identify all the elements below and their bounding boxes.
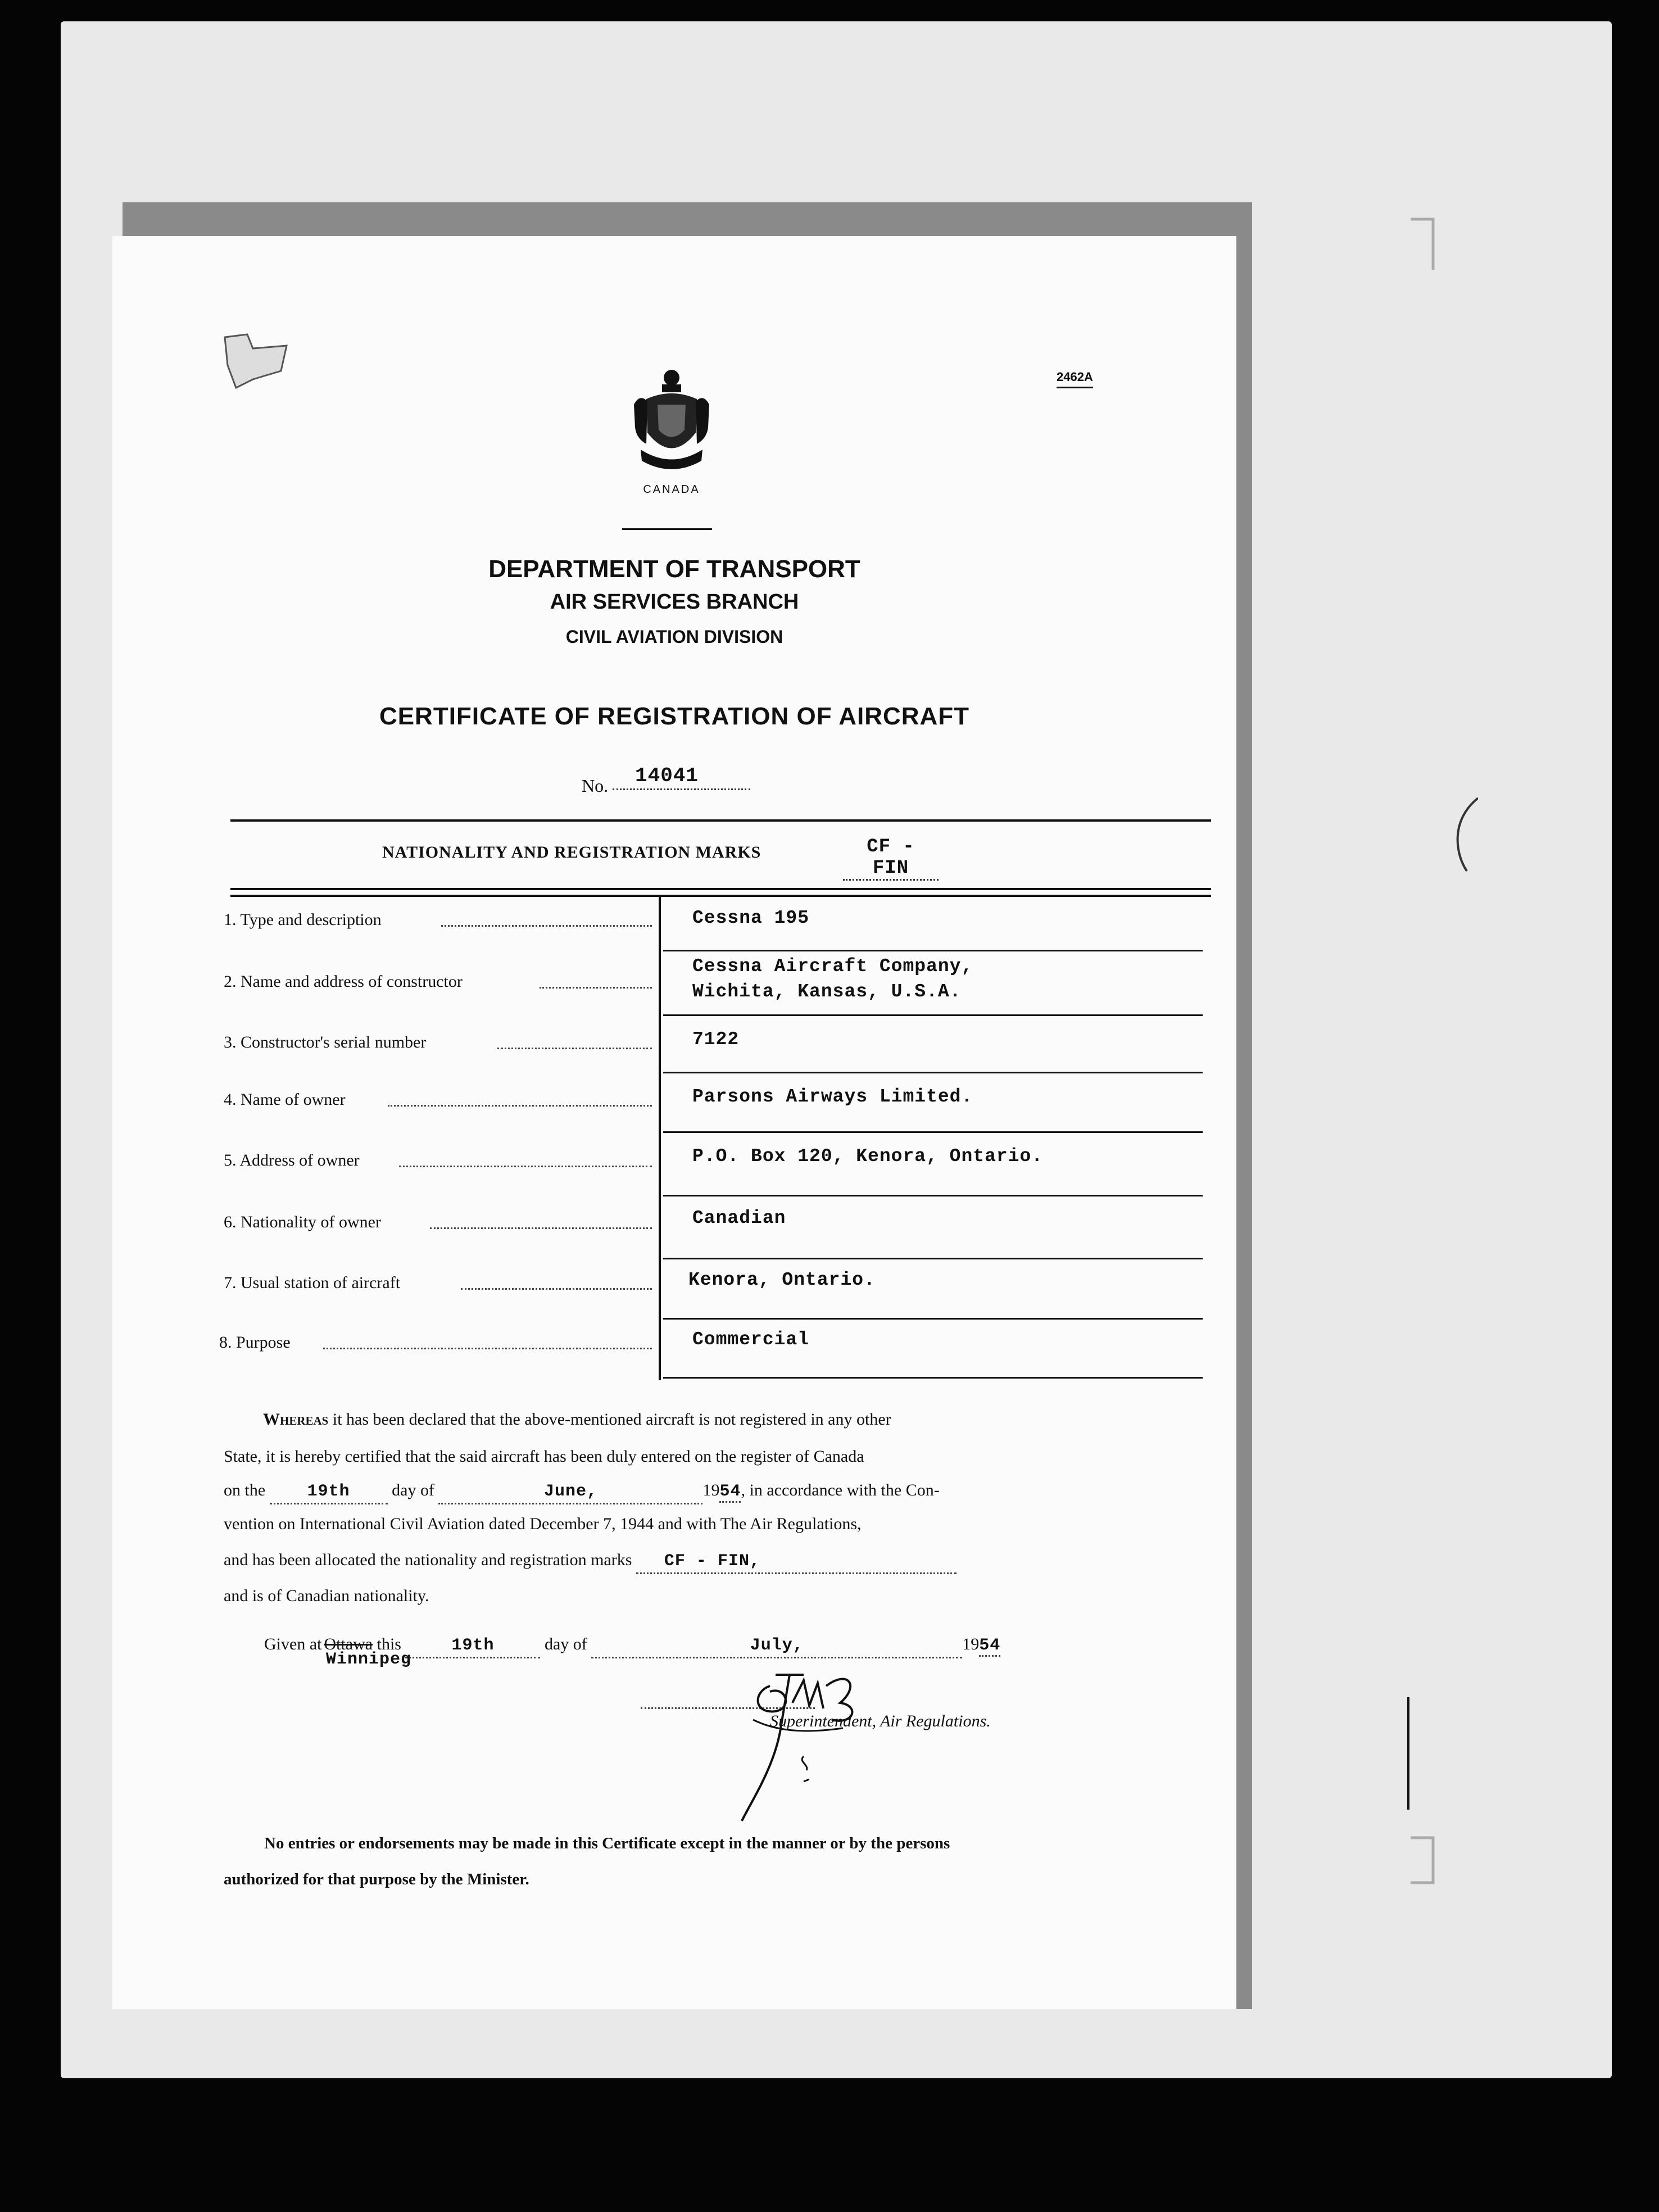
row-constructor-value-line2: Wichita, Kansas, U.S.A.	[692, 981, 962, 1002]
table-column-divider	[659, 897, 661, 1380]
certificate-title: CERTIFICATE OF REGISTRATION OF AIRCRAFT	[379, 702, 970, 730]
certificate-no-label: No.	[582, 776, 609, 796]
certification-line-6: and is of Canadian nationality.	[224, 1587, 429, 1605]
row-station-leader	[461, 1288, 652, 1290]
row-type-leader	[441, 925, 652, 927]
row-nationality-value: Canadian	[692, 1208, 786, 1229]
row-type-label: 1. Type and description	[224, 910, 382, 929]
given-day-of-text: day of	[544, 1635, 587, 1653]
this-text: this	[377, 1635, 401, 1653]
given-month: July,	[591, 1634, 962, 1658]
row-separator	[663, 1014, 1203, 1016]
accordance-text: , in accordance with the Con-	[741, 1481, 940, 1499]
branch-title: AIR SERVICES BRANCH	[550, 590, 799, 614]
rule-table-top-1	[230, 888, 1211, 890]
row-owner-address-leader	[399, 1166, 652, 1167]
right-margin-marks	[1399, 214, 1478, 1900]
header-divider	[622, 528, 712, 530]
form-number: 2462A	[1057, 370, 1093, 388]
allocated-marks: CF - FIN,	[636, 1550, 957, 1574]
row-constructor-label: 2. Name and address of constructor	[224, 972, 463, 991]
rule-top	[230, 819, 1211, 822]
row-constructor-value: Cessna Aircraft Company,	[692, 956, 973, 977]
given-year: 54	[979, 1636, 1000, 1657]
certification-line-1	[224, 1408, 1203, 1431]
row-station-value: Kenora, Ontario.	[688, 1270, 876, 1290]
nationality-marks-value: CF - FIN	[843, 836, 939, 881]
year-prefix: 19	[702, 1481, 720, 1499]
row-purpose-label: 8. Purpose	[219, 1333, 291, 1352]
division-title: CIVIL AVIATION DIVISION	[565, 627, 783, 647]
stain-mark	[219, 326, 298, 393]
footer-line-1: No entries or endorsements may be made in this Certificate except in the manner or by the persons	[264, 1834, 950, 1852]
whereas-word: Whereas	[263, 1410, 329, 1429]
row-serial-value: 7122	[692, 1029, 740, 1050]
rule-table-top-2	[230, 895, 1211, 897]
given-year-prefix: 19	[962, 1635, 980, 1653]
row-owner-label: 4. Name of owner	[224, 1090, 346, 1109]
signature-title: Superintendent, Air Regulations.	[770, 1712, 991, 1730]
certification-line-2: State, it is hereby certified that the said aircraft has been duly entered on the register of Canada	[224, 1447, 864, 1466]
row-owner-value: Parsons Airways Limited.	[692, 1086, 973, 1107]
given-at-text: Given at	[264, 1635, 322, 1653]
footer-line-2: authorized for that purpose by the Minister.	[224, 1870, 529, 1888]
row-separator	[663, 1258, 1203, 1259]
on-the-text: on the	[224, 1481, 266, 1499]
signature-icon	[719, 1652, 888, 1832]
registration-month: June,	[438, 1480, 702, 1504]
row-type-value: Cessna 195	[692, 908, 810, 928]
row-constructor-leader	[540, 987, 652, 989]
row-owner-address-label: 5. Address of owner	[224, 1151, 360, 1170]
certificate-page	[112, 236, 1236, 2009]
row-station-label: 7. Usual station of aircraft	[224, 1273, 401, 1292]
department-title: DEPARTMENT OF TRANSPORT	[488, 555, 860, 583]
row-owner-address-value: P.O. Box 120, Kenora, Ontario.	[692, 1146, 1044, 1167]
row-owner-leader	[388, 1105, 652, 1107]
certification-line-5	[224, 1549, 1203, 1574]
row-purpose-leader	[323, 1348, 652, 1349]
row-purpose-value: Commercial	[692, 1329, 810, 1350]
certification-line-4: vention on International Civil Aviation dated December 7, 1944 and with The Air Regulations,	[224, 1515, 862, 1533]
row-separator	[663, 1377, 1203, 1379]
row-separator	[663, 1131, 1203, 1133]
registration-year: 54	[719, 1482, 741, 1503]
row-separator	[663, 1072, 1203, 1073]
row-nationality-leader	[430, 1227, 652, 1229]
certification-text-1: it has been declared that the above-mentioned aircraft is not registered in any other	[332, 1410, 891, 1429]
row-separator	[663, 1195, 1203, 1196]
coat-of-arms-icon	[629, 365, 714, 483]
row-separator	[663, 1318, 1203, 1320]
struck-city: Ottawa	[324, 1635, 373, 1653]
crest-label: CANADA	[643, 483, 700, 496]
row-serial-label: 3. Constructor's serial number	[224, 1033, 427, 1051]
registration-day: 19th	[270, 1480, 388, 1504]
row-serial-leader	[497, 1048, 652, 1049]
nationality-marks-label: NATIONALITY AND REGISTRATION MARKS	[382, 843, 761, 862]
certification-line-3	[224, 1479, 1203, 1504]
certificate-no-value: 14041	[613, 764, 750, 790]
row-separator	[663, 950, 1203, 951]
given-city: Winnipeg	[326, 1650, 412, 1669]
given-day: 19th	[405, 1634, 540, 1658]
day-of-text: day of	[392, 1481, 434, 1499]
allocated-text: and has been allocated the nationality and registration marks	[224, 1551, 632, 1569]
row-nationality-label: 6. Nationality of owner	[224, 1213, 381, 1231]
